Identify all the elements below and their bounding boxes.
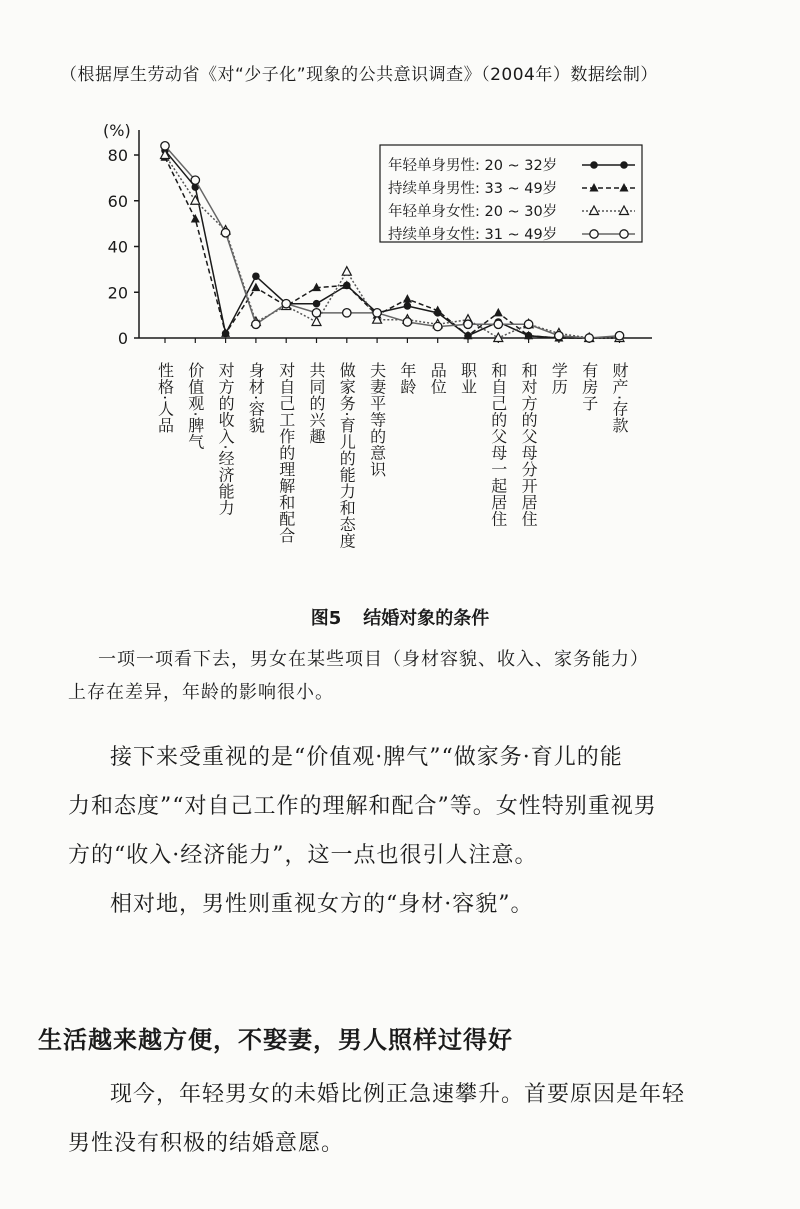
paragraph-line: 力和态度”“对自己工作的理解和配合”等。女性特别重视男 — [68, 794, 657, 819]
marriage-conditions-line-chart — [0, 0, 800, 600]
paragraph-1 — [68, 733, 748, 880]
figure-caption — [68, 643, 738, 709]
data-point — [615, 332, 623, 340]
x-tick-label: 和自己的父母一起居住 — [488, 362, 508, 527]
data-point — [590, 161, 598, 169]
x-tick-label: 身材·容貌 — [246, 362, 266, 434]
y-tick-label: 0 — [117, 329, 128, 348]
data-point — [313, 300, 321, 308]
data-point — [282, 299, 290, 307]
x-tick-label: 品位 — [428, 362, 448, 395]
y-tick-label: 20 — [107, 283, 128, 303]
x-tick-label: 财产·存款 — [610, 362, 629, 434]
x-tick-label: 学历 — [549, 362, 569, 395]
paragraph-line: 接下来受重视的是“价值观·脾气”“做家务·育儿的能 — [110, 745, 623, 770]
data-point — [373, 309, 381, 317]
x-tick-label: 价值观·脾气 — [185, 362, 205, 451]
data-point — [403, 318, 411, 326]
y-tick-label: 60 — [107, 191, 128, 211]
data-point — [494, 320, 502, 328]
legend-label: 持续单身女性: 31 ~ 49岁 — [388, 227, 558, 243]
paragraph-2 — [68, 880, 748, 929]
legend-label: 持续单身男性: 33 ~ 49岁 — [388, 181, 558, 197]
data-point — [343, 309, 351, 317]
x-tick-label: 年龄 — [397, 362, 417, 395]
data-point — [585, 334, 593, 342]
data-point — [590, 230, 598, 238]
x-tick-label: 性格·人品 — [155, 362, 175, 434]
caption-line: 一项一项看下去，男女在某些项目（身材容貌、收入、家务能力） — [98, 649, 649, 670]
x-tick-label: 对方的收入·经济能力 — [216, 362, 236, 517]
y-axis-unit: (%) — [103, 121, 131, 140]
y-tick-label: 80 — [107, 146, 128, 165]
data-point — [620, 230, 628, 238]
caption-line: 上存在差异，年龄的影响很小。 — [68, 682, 334, 703]
data-point — [555, 332, 563, 340]
paragraph-line: 男性没有积极的结婚意愿。 — [68, 1131, 345, 1156]
data-point — [161, 142, 169, 150]
data-point — [494, 308, 503, 317]
data-point — [252, 320, 260, 328]
paragraph-line: 方的“收入·经济能力”，这一点也很引人注意。 — [68, 843, 538, 868]
data-point — [464, 320, 472, 328]
y-tick-label: 40 — [107, 237, 128, 257]
data-point — [191, 214, 200, 223]
x-tick-label: 有房子 — [579, 362, 599, 412]
figure-title-text: 结婚对象的条件 — [363, 608, 490, 629]
data-point — [312, 317, 321, 326]
paragraph-3 — [68, 1070, 748, 1168]
figure-number: 图5 — [310, 608, 342, 629]
data-point — [251, 283, 260, 292]
x-tick-label: 做家务·育儿的能力和态度 — [337, 362, 357, 550]
data-point — [434, 322, 442, 330]
data-point — [221, 229, 229, 237]
data-point — [620, 161, 628, 169]
paragraph-line: 相对地，男性则重视女方的“身材·容貌”。 — [110, 892, 534, 917]
x-tick-label: 职业 — [458, 362, 478, 395]
data-point — [524, 320, 532, 328]
x-tick-label: 共同的兴趣 — [307, 362, 326, 445]
legend-label: 年轻单身女性: 20 ~ 30岁 — [388, 204, 558, 220]
source-note: （根据厚生劳动省《对“少子化”现象的公共意识调查》（2004年）数据绘制） — [60, 65, 658, 85]
x-tick-label: 和对方的父母分开居住 — [519, 362, 539, 527]
x-tick-label: 对自己工作的理解和配合 — [276, 362, 296, 544]
data-point — [191, 176, 199, 184]
legend-label: 年轻单身男性: 20 ~ 32岁 — [388, 158, 558, 174]
section-heading: 生活越来越方便，不娶妻，男人照样过得好 — [38, 1025, 513, 1054]
paragraph-line: 现今，年轻男女的未婚比例正急速攀升。首要原因是年轻 — [110, 1082, 686, 1107]
data-point — [342, 267, 351, 276]
data-point — [404, 302, 412, 310]
data-point — [252, 272, 260, 280]
data-point — [403, 294, 412, 303]
figure-title — [0, 604, 800, 630]
data-point — [312, 309, 320, 317]
x-tick-label: 夫妻平等的意识 — [367, 362, 387, 478]
